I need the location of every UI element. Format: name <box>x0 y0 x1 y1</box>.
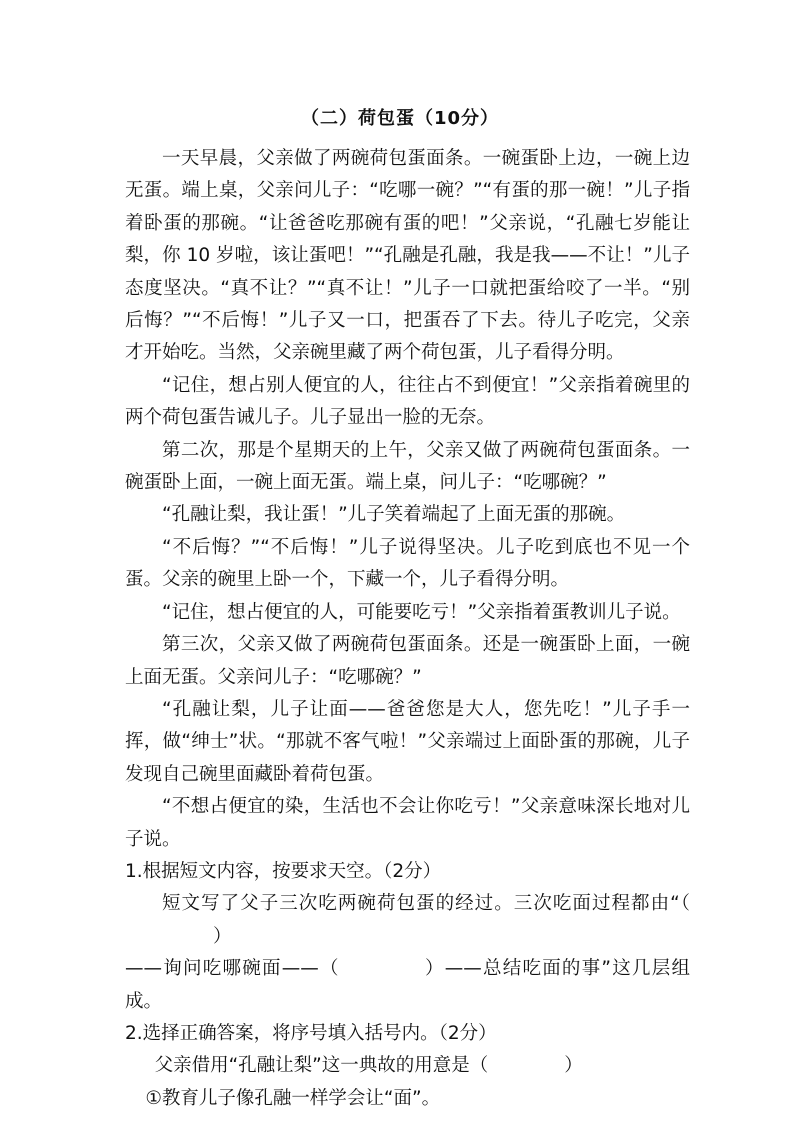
paragraph-2: “记住，想占别人便宜的人，往往占不到便宜！”父亲指着碗里的两个荷包蛋告诫儿子。儿子显出一脸的无奈。 <box>125 374 690 429</box>
q2-text-part-b: ） <box>564 1055 583 1077</box>
paragraph-9: “不想占便宜的染，生活也不会让你吃亏！”父亲意味深长地对儿子说。 <box>125 796 690 850</box>
q1-text-part-b: ） <box>213 925 232 947</box>
q1-text-part-a: 短文写了父子三次吃两碗荷包蛋的经过。三次吃面过程都由“（ <box>162 893 690 915</box>
question-2-option-1: ①教育儿子像孔融一样学会让“面”。 <box>145 1087 441 1109</box>
question-1-text-cont <box>125 953 690 1018</box>
section-title: （二）荷包蛋（10分） <box>300 108 500 129</box>
question-2-heading: 2.选择正确答案，将序号填入括号内。（2分） <box>125 1022 497 1044</box>
paragraph-1: 一天早晨，父亲做了两碗荷包蛋面条。一碗蛋卧上边，一碗上边无蛋。端上桌，父亲问儿子：“吃哪一碗？”“有蛋的那一碗！”儿子指着卧蛋的那碗。“让爸爸吃那碗有蛋的吧！”父亲说，“孔融七岁能让梨，你 10 岁啦，该让蛋吧！”“孔融是孔融，我是我——不让！”儿子态度坚决。“真不让？”“真不让！”儿子一口就把蛋给咬了一半。“别后悔？”“不后悔！”儿子又一口，把蛋吞了下去。待儿子吃完，父亲才开始吃。当然，父亲碗里藏了两个荷包蛋，儿子看得分明。 <box>125 148 690 364</box>
paragraph-6: “记住，想占便宜的人，可能要吃亏！”父亲指着蛋教训儿子说。 <box>162 601 681 623</box>
q1-text-part-c: ——询问吃哪碗面——（ <box>125 958 340 980</box>
paragraph-7: 第三次，父亲又做了两碗荷包蛋面条。还是一碗蛋卧上面，一碗上面无蛋。父亲问儿子：“吃哪碗？” <box>125 634 690 688</box>
q1-text-part-d: ）——总结吃面的事”这几层组成。 <box>125 958 690 1012</box>
question-2-text <box>125 1050 690 1082</box>
paragraph-5: “不后悔？”“不后悔！”儿子说得坚决。儿子吃到底也不见一个蛋。父亲的碗里上卧一个，下藏一个，儿子看得分明。 <box>125 536 690 591</box>
paragraph-4: “孔融让梨，我让蛋！”儿子笑着端起了上面无蛋的那碗。 <box>162 504 626 526</box>
paragraph-3: 第二次，那是个星期天的上午，父亲又做了两碗荷包蛋面条。一碗蛋卧上面，一碗上面无蛋。端上桌，问儿子：“吃哪碗？” <box>125 439 690 494</box>
q2-text-part-a: 父亲借用“孔融让梨”这一典故的用意是（ <box>154 1055 489 1077</box>
question-1-heading: 1.根据短文内容，按要求天空。（2分） <box>125 860 442 882</box>
paragraph-8: “孔融让梨，儿子让面——爸爸您是大人，您先吃！”儿子手一挥，做“绅士”状。“那就不客气啦！”父亲端过上面卧蛋的那碗，儿子发现自己碗里面藏卧着荷包蛋。 <box>125 698 690 785</box>
passage-body <box>125 143 690 1115</box>
question-1-text <box>125 888 690 953</box>
